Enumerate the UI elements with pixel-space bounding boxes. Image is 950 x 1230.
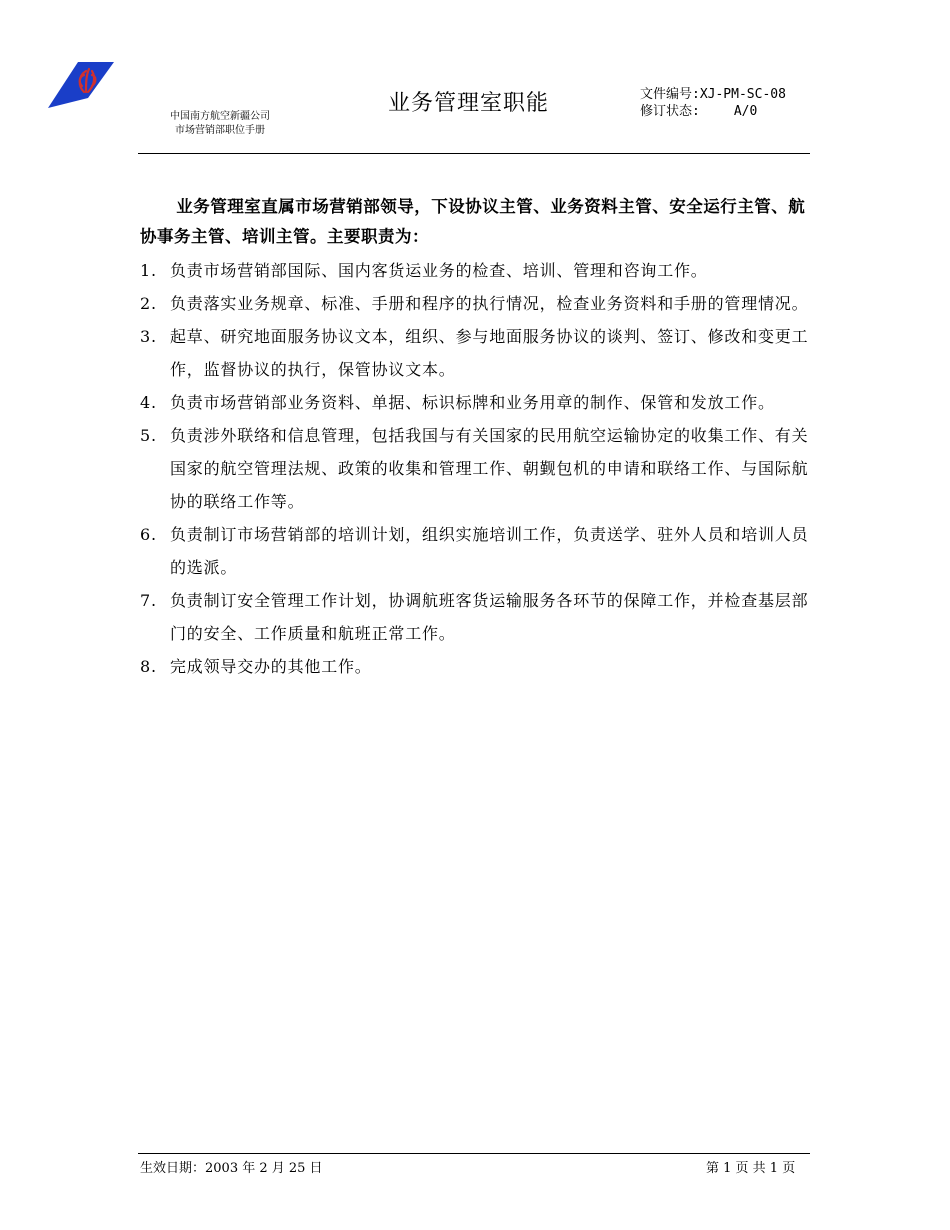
list-item-number: 7. bbox=[140, 591, 157, 610]
list-item bbox=[140, 419, 812, 518]
list-item-number: 4. bbox=[140, 393, 157, 412]
list-item bbox=[140, 650, 812, 683]
list-item-number: 1. bbox=[140, 261, 157, 280]
list-item-text: 起草、研究地面服务协议文本，组织、参与地面服务协议的谈判、签订、修改和变更工作，监督协议的执行，保管协议文本。 bbox=[170, 327, 809, 379]
duties-list bbox=[140, 254, 812, 683]
company-line-1: 中国南方航空新疆公司 bbox=[170, 111, 270, 122]
list-item bbox=[140, 386, 812, 419]
list-item-text: 负责市场营销部国际、国内客货运业务的检查、培训、管理和咨询工作。 bbox=[170, 261, 708, 280]
revision-label: 修订状态: bbox=[640, 104, 700, 119]
list-item-number: 8. bbox=[140, 657, 157, 676]
list-item-text: 完成领导交办的其他工作。 bbox=[170, 657, 372, 676]
list-item bbox=[140, 584, 812, 650]
footer-divider bbox=[138, 1153, 810, 1154]
list-item bbox=[140, 254, 812, 287]
intro-paragraph: 业务管理室直属市场营销部领导，下设协议主管、业务资料主管、安全运行主管、航协事务主管、培训主管。主要职责为： bbox=[140, 197, 806, 246]
document-meta bbox=[640, 86, 786, 120]
company-name bbox=[140, 110, 300, 138]
page-number: 第 1 页 共 1 页 bbox=[706, 1161, 796, 1176]
effective-date: 生效日期：2003 年 2 月 25 日 bbox=[140, 1161, 323, 1176]
list-item bbox=[140, 518, 812, 584]
header-divider bbox=[138, 153, 810, 154]
list-item bbox=[140, 287, 812, 320]
list-item-text: 负责市场营销部业务资料、单据、标识标牌和业务用章的制作、保管和发放工作。 bbox=[170, 393, 775, 412]
list-item-number: 6. bbox=[140, 525, 157, 544]
list-item-number: 5. bbox=[140, 426, 157, 445]
list-item-text: 负责制订安全管理工作计划，协调航班客货运输服务各环节的保障工作，并检查基层部门的安全、工作质量和航班正常工作。 bbox=[170, 591, 809, 643]
china-southern-logo-icon bbox=[48, 62, 114, 108]
revision-value: A/0 bbox=[733, 104, 758, 119]
list-item-number: 3. bbox=[140, 327, 157, 346]
doc-number-label: 文件编号: bbox=[640, 87, 700, 102]
doc-number-value: XJ-PM-SC-08 bbox=[699, 87, 786, 102]
company-line-2: 市场营销部职位手册 bbox=[175, 125, 265, 136]
list-item-text: 负责涉外联络和信息管理，包括我国与有关国家的民用航空运输协定的收集工作、有关国家的航空管理法规、政策的收集和管理工作、朝觐包机的申请和联络工作、与国际航协的联络工作等。 bbox=[170, 426, 809, 511]
list-item bbox=[140, 320, 812, 386]
document-body bbox=[140, 192, 812, 683]
page-title: 业务管理室职能 bbox=[388, 91, 550, 116]
list-item-text: 负责制订市场营销部的培训计划，组织实施培训工作，负责送学、驻外人员和培训人员的选派。 bbox=[170, 525, 809, 577]
list-item-text: 负责落实业务规章、标准、手册和程序的执行情况，检查业务资料和手册的管理情况。 bbox=[170, 294, 809, 313]
list-item-number: 2. bbox=[140, 294, 157, 313]
